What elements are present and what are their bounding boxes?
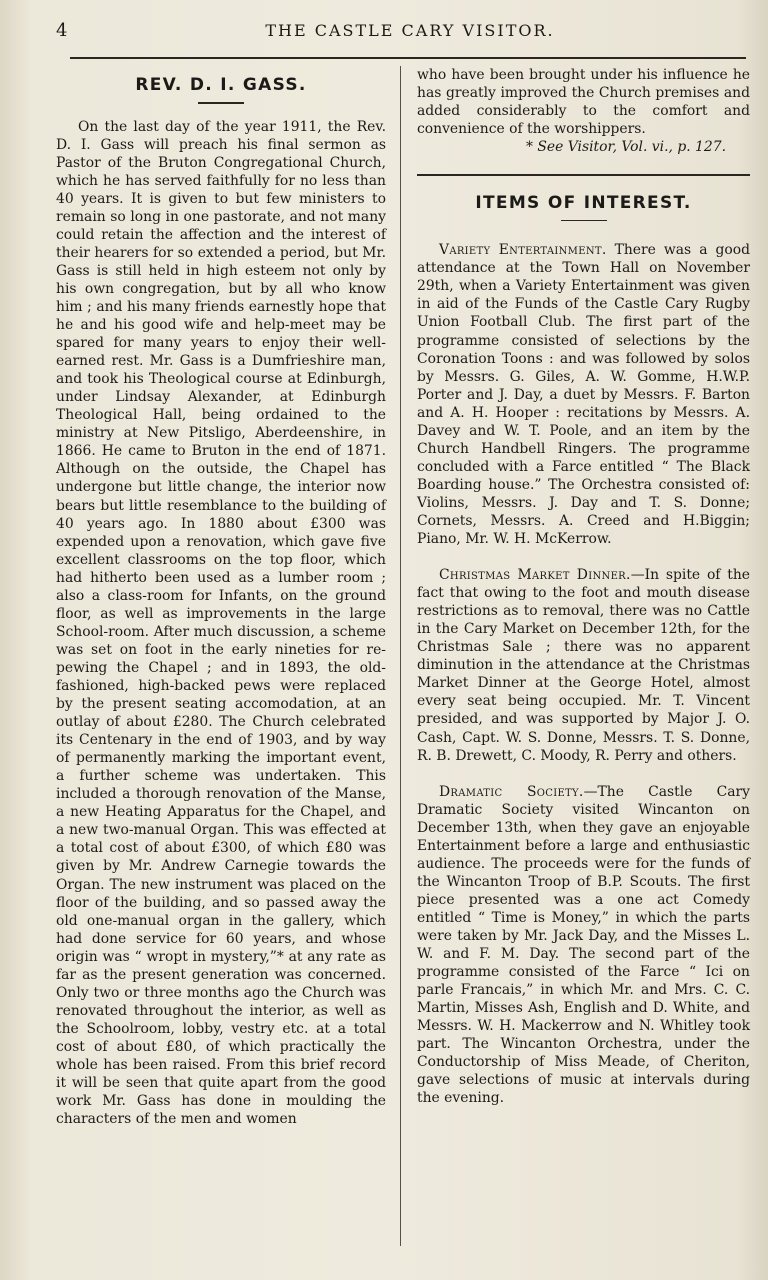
news-item-text: —The Castle Cary Dramatic Society visited Wincanton on December 13th, when they gave an enjoyable Entertainment before a large and enthusiastic audience. The proceeds were for the funds of the Wincanton Troop of B.P. Scouts. The first piece presented was a one act Comedy entitled “ Time is Money,” in which the parts were taken by Mr. Jack Day, and the Misses L. W. and F. M. Day. The second part of the programme consisted of the Farce “ Ici on parle Francais,” in which Mr. and Mrs. C. C. Martin, Misses Ash, English and D. White, and Messrs. W. H. Mackerrow and N. Whitley took part. The Wincanton Orchestra, under the Conductorship of Miss Meade, of Cheriton, gave selections of music at intervals during the evening. xyxy=(417,783,750,1107)
news-item-title: Dramatic Society. xyxy=(439,783,584,800)
news-item-text: —In spite of the fact that owing to the foot and mouth disease restrictions as to removal, there was no Cattle in the Cary Market on December 12th, for the Christmas Sale ; there was no apparent diminution in the attendance at the Christmas Market Dinner at the George Hotel, almost every seat being occupied. Mr. T. Vincent presided, and was supported by Major J. O. Cash, Capt. W. S. Donne, Messrs. T. S. Donne, R. B. Drewett, C. Moody, R. Perry and others. xyxy=(417,567,751,764)
news-item xyxy=(417,783,750,1108)
section-heading-rule xyxy=(561,220,607,222)
footnote: * See Visitor, Vol. vi., p. 127. xyxy=(525,139,726,156)
page-number: 4 xyxy=(56,20,68,41)
heading-rule xyxy=(198,102,244,104)
news-item-title: Variety Entertainment. xyxy=(439,242,607,259)
news-item xyxy=(417,241,750,548)
article-heading: REV. D. I. GASS. xyxy=(135,75,307,95)
right-column xyxy=(417,66,750,1125)
news-item xyxy=(417,566,750,765)
section-rule xyxy=(417,174,750,176)
news-item-text: There was a good attendance at the Town Hall on November 29th, when a Variety Entertainment was given in aid of the Funds of the Castle Cary Rugby Union Football Club. The first part of the programme consisted of selections by the Coronation Toons : and was followed by solos by Messrs. G. Giles, A. W. Gomme, H.W.P. Porter and J. Day, a duet by Messrs. F. Barton and A. H. Hooper : recitations by Messrs. A. Davey and W. T. Poole, and an item by the Church Handbell Ringers. The programme concluded with a Farce entitled “ The Black Boarding house.” The Orchestra consisted of: Violins, Messrs. J. Day and T. S. Donne; Cornets, Messrs. A. Creed and H.Biggin; Piano, Mr. W. H. McKerrow. xyxy=(417,242,750,548)
header-rule xyxy=(70,57,746,59)
left-column xyxy=(56,66,386,1128)
news-item-title: Christmas Market Dinner. xyxy=(439,567,631,584)
article-body: On the last day of the year 1911, the Rev. D. I. Gass will preach his final sermon as Pastor of the Bruton Congregational Church, which he has served faithfully for no less than 40 years. It is given to but few ministers to remain so long in one pastorate, and not many could retain the affection and the interest of their hearers for so extended a period, but Mr. Gass is still held in high esteem not only by his own congregation, but by all who know him ; and his many friends earnestly hope that he and his good wife and help-meet may be spared for many years to enjoy their well-earned rest. Mr. Gass is a Dumfrieshire man, and took his Theological course at Edinburgh, under Lindsay Alexander, at Edinburgh Theological Hall, being ordained to the ministry at New Pitsligo, Aberdeenshire, in 1866. He came to Bruton in the end of 1871. Although on the outside, the Chapel has undergone but little change, the interior now bears but little resemblance to the building of 40 years ago. In 1880 about £300 was expended upon a renovation, which gave five excellent classrooms on the top floor, which had hitherto been used as a lumber room ; also a class-room for Infants, on the ground floor, as well as improvements in the large School-room. After much discussion, a scheme was set on foot in the early nineties for re-pewing the Chapel ; and in 1893, the old-fashioned, high-backed pews were replaced by the present seating accomodation, at an outlay of about £280. The Church celebrated its Centenary in the end of 1903, and by way of permanently marking the important event, a further scheme was undertaken. This included a thorough renovation of the Manse, a new Heating Apparatus for the Chapel, and a new two-manual Organ. This was effected at a total cost of about £300, of which £80 was given by Mr. Andrew Carnegie towards the Organ. The new instrument was placed on the floor of the building, and so passed away the old one-manual organ in the gallery, which had done service for 60 years, and whose origin was “ wropt in mystery,”* at any rate as far as the present generation was concerned. Only two or three months ago the Church was renovated throughout the interior, as well as the Schoolroom, lobby, vestry etc. at a total cost of about £80, of which practically the whole has been raised. From this brief record it will be seen that quite apart from the good work Mr. Gass has done in moulding the characters of the men and women xyxy=(56,118,386,1128)
section-heading: ITEMS OF INTEREST. xyxy=(475,192,692,213)
running-title: THE CASTLE CARY VISITOR. xyxy=(265,21,555,40)
column-divider xyxy=(400,66,401,1246)
page-header xyxy=(0,18,768,44)
article-continuation: who have been brought under his influence he has greatly improved the Church premises and added considerably to the comfort and convenience of the worshippers. xyxy=(417,67,750,138)
